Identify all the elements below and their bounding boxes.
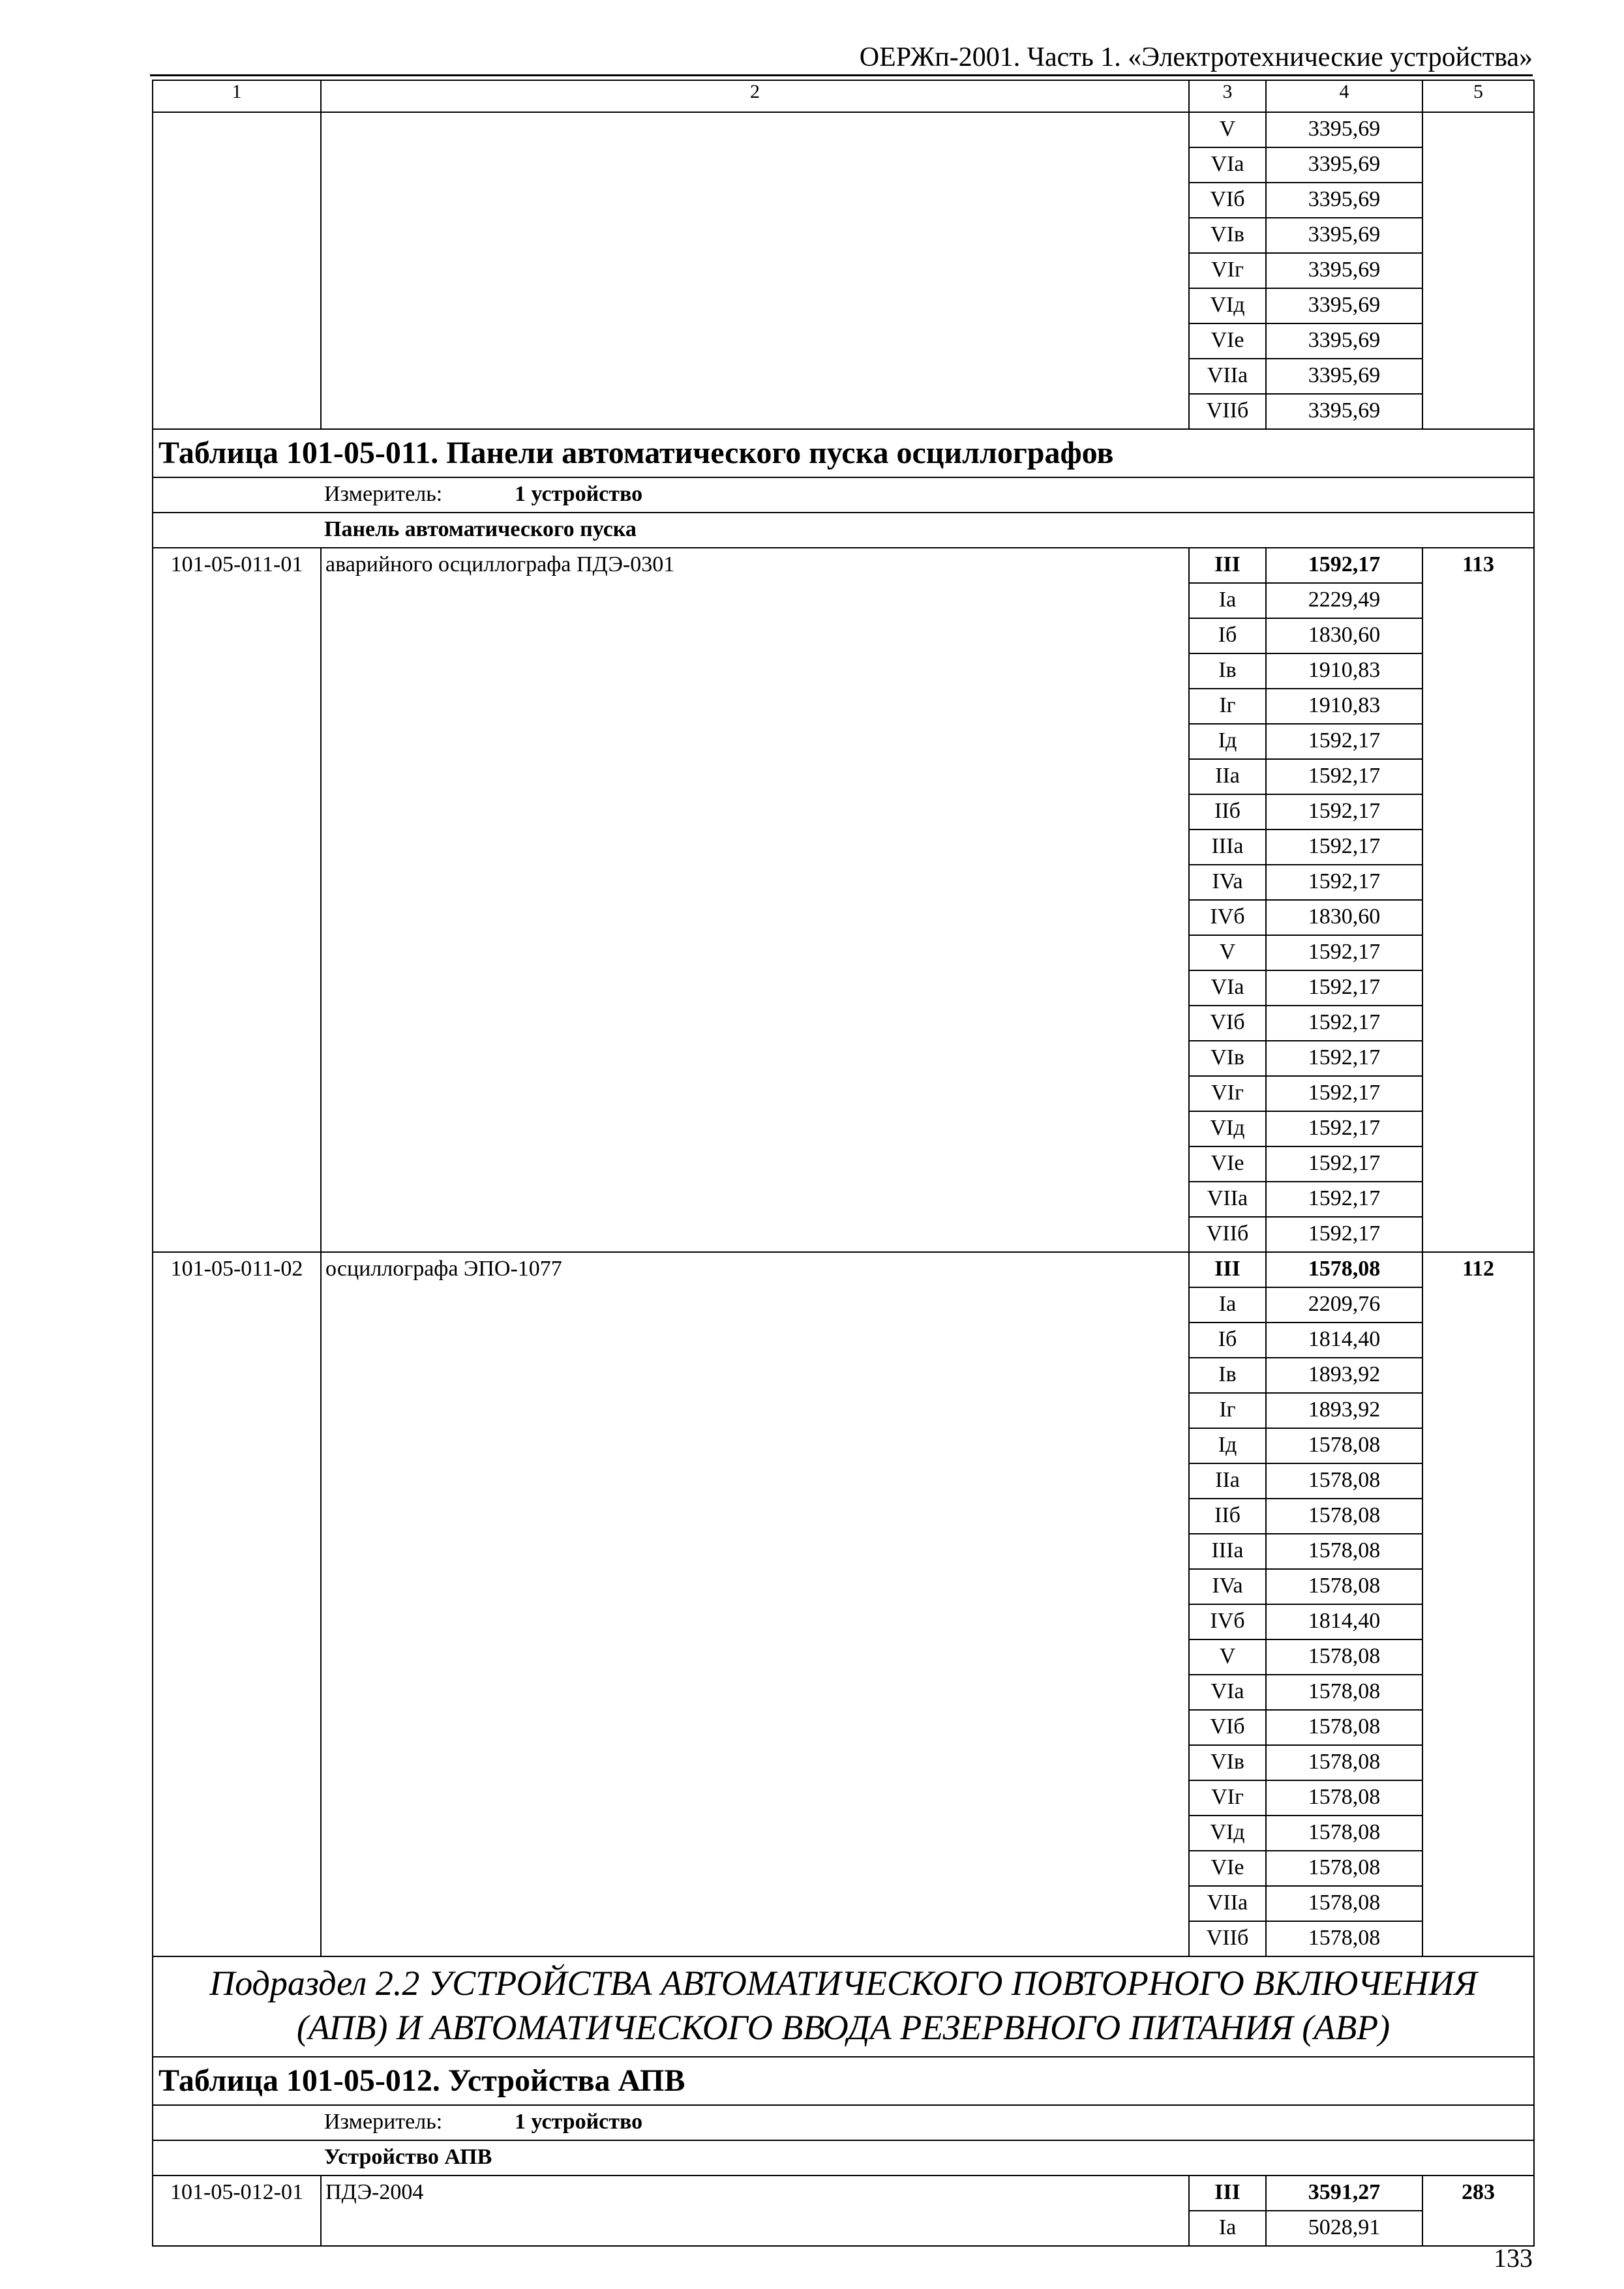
meter-label: Измеритель: <box>324 2110 443 2134</box>
meter-row <box>153 2105 1534 2140</box>
table-title-row <box>153 2057 1534 2105</box>
territorial-zone: VIв <box>1189 218 1266 253</box>
item-name: осциллографа ЭПО-1077 <box>321 1252 1189 1956</box>
item-name: ПДЭ-2004 <box>321 2176 1189 2246</box>
unit-price: 1830,60 <box>1266 900 1422 935</box>
territorial-zone: VIб <box>1189 1710 1266 1745</box>
territorial-zone: Iг <box>1189 689 1266 724</box>
unit-price: 1830,60 <box>1266 618 1422 653</box>
unit-price: 3395,69 <box>1266 183 1422 218</box>
territorial-zone: VIг <box>1189 1780 1266 1816</box>
unit-price: 1592,17 <box>1266 1111 1422 1146</box>
unit-price: 1592,17 <box>1266 1217 1422 1252</box>
meter-label: Измеритель: <box>324 482 443 506</box>
unit-price: 1578,08 <box>1266 1780 1422 1816</box>
unit-price: 1592,17 <box>1266 970 1422 1006</box>
column-number: 5 <box>1422 80 1534 112</box>
territorial-zone: Iд <box>1189 724 1266 759</box>
unit-price: 1578,08 <box>1266 1921 1422 1956</box>
unit-price: 1578,08 <box>1266 1534 1422 1569</box>
meter-row <box>153 477 1534 513</box>
item-code: 101-05-011-01 <box>153 548 321 1252</box>
meter <box>153 2105 1534 2140</box>
territorial-zone: III <box>1189 548 1266 583</box>
unit-price: 1578,08 <box>1266 1851 1422 1886</box>
territorial-zone: Iв <box>1189 1358 1266 1393</box>
price-table-body <box>153 80 1534 2246</box>
territorial-zone: VIе <box>1189 323 1266 359</box>
column-number-row <box>153 80 1534 112</box>
territorial-zone: VIд <box>1189 1816 1266 1851</box>
unit-price: 1893,92 <box>1266 1393 1422 1428</box>
item-name: аварийного осциллографа ПДЭ-0301 <box>321 548 1189 1252</box>
table-row <box>153 112 1534 147</box>
item-code: 101-05-011-02 <box>153 1252 321 1956</box>
header-rule <box>150 74 1533 76</box>
territorial-zone: V <box>1189 1639 1266 1675</box>
territorial-zone: VIе <box>1189 1851 1266 1886</box>
unit-price: 3395,69 <box>1266 394 1422 429</box>
territorial-zone: IVб <box>1189 900 1266 935</box>
unit-price: 3591,27 <box>1266 2176 1422 2211</box>
territorial-zone: Iд <box>1189 1428 1266 1463</box>
unit-price: 1578,08 <box>1266 1499 1422 1534</box>
territorial-zone: VIв <box>1189 1745 1266 1780</box>
territorial-zone: VIб <box>1189 183 1266 218</box>
item-code <box>153 112 321 429</box>
table-title: Таблица 101-05-011. Панели автоматического пуска осциллографов <box>153 429 1534 477</box>
territorial-zone: VIд <box>1189 288 1266 323</box>
territorial-zone: Ia <box>1189 1287 1266 1323</box>
territorial-zone: Iб <box>1189 1323 1266 1358</box>
subsection-line-1: Подраздел 2.2 УСТРОЙСТВА АВТОМАТИЧЕСКОГО ПОВТОРНОГО ВКЛЮЧЕНИЯ <box>209 1964 1477 2003</box>
unit-price: 1814,40 <box>1266 1323 1422 1358</box>
labor-cost: 283 <box>1422 2176 1534 2246</box>
territorial-zone: Ia <box>1189 583 1266 618</box>
unit-price: 1893,92 <box>1266 1358 1422 1393</box>
price-table <box>152 80 1535 2247</box>
unit-price: 1578,08 <box>1266 1886 1422 1921</box>
unit-price: 1578,08 <box>1266 1675 1422 1710</box>
territorial-zone: IVa <box>1189 1569 1266 1604</box>
subsection-line-2: (АПВ) И АВТОМАТИЧЕСКОГО ВВОДА РЕЗЕРВНОГО ПИТАНИЯ (АВР) <box>296 2008 1391 2047</box>
unit-price: 3395,69 <box>1266 359 1422 394</box>
territorial-zone: IVa <box>1189 865 1266 900</box>
territorial-zone: VIIa <box>1189 1182 1266 1217</box>
column-number: 3 <box>1189 80 1266 112</box>
unit-price: 1814,40 <box>1266 1604 1422 1639</box>
unit-price: 1592,17 <box>1266 1146 1422 1182</box>
territorial-zone: IIIa <box>1189 830 1266 865</box>
unit-price: 5028,91 <box>1266 2211 1422 2246</box>
column-number: 4 <box>1266 80 1422 112</box>
territorial-zone: Iв <box>1189 653 1266 689</box>
table-title-row <box>153 429 1534 477</box>
table-row <box>153 1252 1534 1287</box>
territorial-zone: IIб <box>1189 1499 1266 1534</box>
unit-price: 1592,17 <box>1266 759 1422 794</box>
unit-price: 2229,49 <box>1266 583 1422 618</box>
territorial-zone: VIIб <box>1189 1921 1266 1956</box>
subsection-heading <box>153 1956 1534 2057</box>
unit-price: 1578,08 <box>1266 1463 1422 1499</box>
column-number: 1 <box>153 80 321 112</box>
unit-price: 1578,08 <box>1266 1639 1422 1675</box>
territorial-zone: VIIa <box>1189 359 1266 394</box>
unit-price: 1578,08 <box>1266 1252 1422 1287</box>
unit-price: 1592,17 <box>1266 935 1422 970</box>
territorial-zone: VIIб <box>1189 1217 1266 1252</box>
meter <box>153 477 1534 513</box>
unit-price: 1592,17 <box>1266 1041 1422 1076</box>
group-row <box>153 513 1534 548</box>
unit-price: 1592,17 <box>1266 724 1422 759</box>
territorial-zone: VIд <box>1189 1111 1266 1146</box>
unit-price: 3395,69 <box>1266 323 1422 359</box>
group-heading: Устройство АПВ <box>153 2140 1534 2176</box>
page-number: 133 <box>1494 2243 1533 2273</box>
territorial-zone: V <box>1189 935 1266 970</box>
territorial-zone: VIе <box>1189 1146 1266 1182</box>
unit-price: 1592,17 <box>1266 1006 1422 1041</box>
territorial-zone: Iб <box>1189 618 1266 653</box>
territorial-zone: VIIa <box>1189 1886 1266 1921</box>
unit-price: 3395,69 <box>1266 218 1422 253</box>
territorial-zone: III <box>1189 2176 1266 2211</box>
table-row <box>153 548 1534 583</box>
unit-price: 1578,08 <box>1266 1428 1422 1463</box>
unit-price: 2209,76 <box>1266 1287 1422 1323</box>
territorial-zone: IVб <box>1189 1604 1266 1639</box>
meter-value: 1 устройство <box>515 482 643 506</box>
territorial-zone: VIг <box>1189 1076 1266 1111</box>
territorial-zone: VIIб <box>1189 394 1266 429</box>
territorial-zone: VIa <box>1189 970 1266 1006</box>
territorial-zone: V <box>1189 112 1266 147</box>
unit-price: 1592,17 <box>1266 865 1422 900</box>
table-title: Таблица 101-05-012. Устройства АПВ <box>153 2057 1534 2105</box>
unit-price: 1578,08 <box>1266 1710 1422 1745</box>
unit-price: 3395,69 <box>1266 253 1422 288</box>
territorial-zone: VIa <box>1189 147 1266 183</box>
territorial-zone: Ia <box>1189 2211 1266 2246</box>
labor-cost: 113 <box>1422 548 1534 1252</box>
unit-price: 1592,17 <box>1266 830 1422 865</box>
territorial-zone: VIг <box>1189 253 1266 288</box>
territorial-zone: IIб <box>1189 794 1266 830</box>
territorial-zone: IIIa <box>1189 1534 1266 1569</box>
unit-price: 3395,69 <box>1266 147 1422 183</box>
unit-price: 1578,08 <box>1266 1745 1422 1780</box>
unit-price: 1592,17 <box>1266 1182 1422 1217</box>
labor-cost <box>1422 112 1534 429</box>
subsection-row <box>153 1956 1534 2057</box>
unit-price: 1578,08 <box>1266 1569 1422 1604</box>
column-number: 2 <box>321 80 1189 112</box>
unit-price: 1592,17 <box>1266 1076 1422 1111</box>
territorial-zone: Iг <box>1189 1393 1266 1428</box>
territorial-zone: IIa <box>1189 759 1266 794</box>
territorial-zone: III <box>1189 1252 1266 1287</box>
unit-price: 3395,69 <box>1266 288 1422 323</box>
labor-cost: 112 <box>1422 1252 1534 1956</box>
unit-price: 3395,69 <box>1266 112 1422 147</box>
unit-price: 1910,83 <box>1266 689 1422 724</box>
table-row <box>153 2176 1534 2211</box>
unit-price: 1592,17 <box>1266 794 1422 830</box>
territorial-zone: IIa <box>1189 1463 1266 1499</box>
item-name <box>321 112 1189 429</box>
running-header: ОЕРЖп-2001. Часть 1. «Электротехнические устройства» <box>859 42 1533 72</box>
item-code: 101-05-012-01 <box>153 2176 321 2246</box>
meter-value: 1 устройство <box>515 2110 643 2134</box>
territorial-zone: VIa <box>1189 1675 1266 1710</box>
group-heading: Панель автоматического пуска <box>153 513 1534 548</box>
territorial-zone: VIб <box>1189 1006 1266 1041</box>
unit-price: 1592,17 <box>1266 548 1422 583</box>
unit-price: 1910,83 <box>1266 653 1422 689</box>
group-row <box>153 2140 1534 2176</box>
unit-price: 1578,08 <box>1266 1816 1422 1851</box>
territorial-zone: VIв <box>1189 1041 1266 1076</box>
